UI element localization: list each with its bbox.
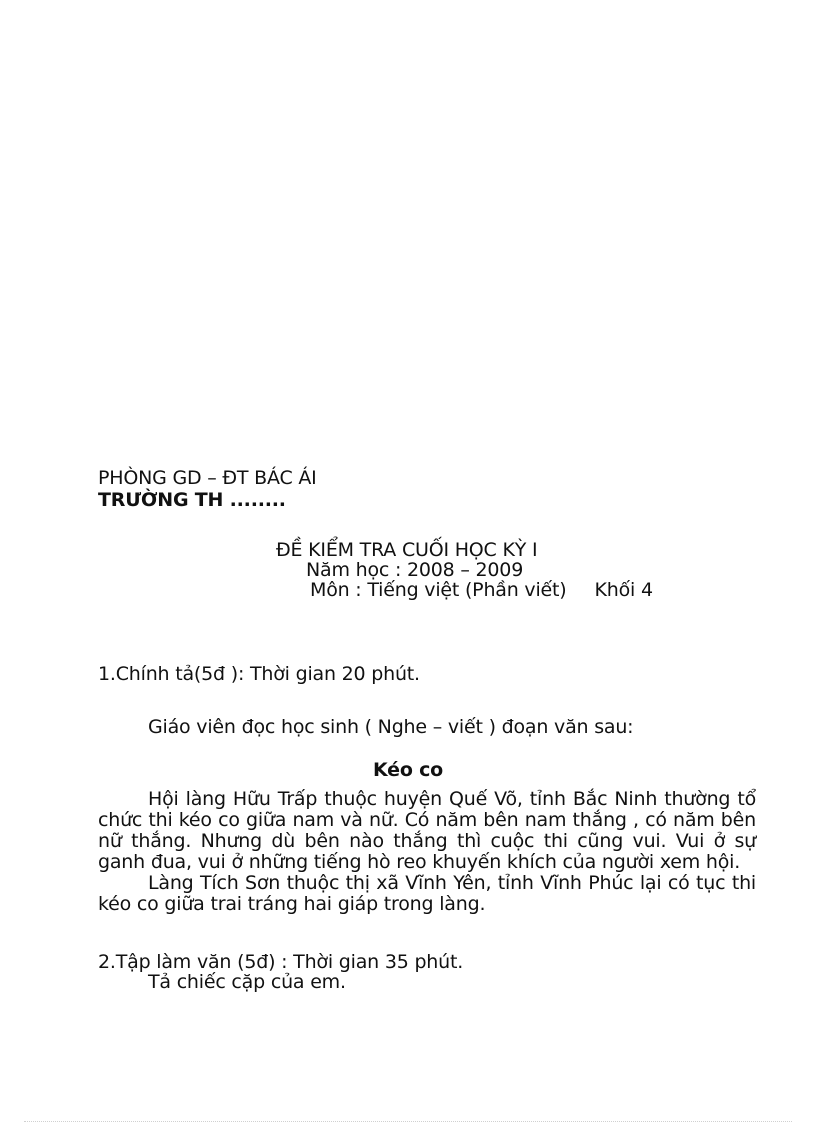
section2-heading: 2.Tập làm văn (5đ) : Thời gian 35 phút. xyxy=(98,951,464,973)
exam-subject: Môn : Tiếng việt (Phần viết) xyxy=(310,579,567,601)
passage-title: Kéo co xyxy=(372,759,444,781)
passage-body xyxy=(98,789,756,915)
essay-prompt: Tả chiếc cặp của em. xyxy=(148,971,346,993)
school-year: Năm học : 2008 – 2009 xyxy=(306,559,524,581)
department-name: PHÒNG GD – ĐT BÁC ÁI xyxy=(98,467,317,489)
dictation-instruction: Giáo viên đọc học sinh ( Nghe – viết ) đoạn văn sau: xyxy=(148,716,634,738)
page-bottom-divider xyxy=(24,1121,792,1122)
school-name: TRƯỜNG TH ........ xyxy=(98,489,286,511)
exam-title: ĐỀ KIỂM TRA CUỐI HỌC KỲ I xyxy=(276,539,538,561)
section1-heading: 1.Chính tả(5đ ): Thời gian 20 phút. xyxy=(98,663,420,685)
exam-subject-line xyxy=(310,580,653,600)
exam-grade: Khối 4 xyxy=(594,579,653,601)
passage-paragraph: Hội làng Hữu Trấp thuộc huyện Quế Võ, tỉnh Bắc Ninh thường tổ chức thi kéo co giữa nam và nữ. Có năm bên nam thắng , có năm bên nữ thắng. Nhưng dù bên nào thắng thì cuộc thi cũng vui. Vui ở sự ganh đua, vui ở những tiếng hò reo khuyến khích của người xem hội. xyxy=(98,788,756,873)
passage-paragraph: Làng Tích Sơn thuộc thị xã Vĩnh Yên, tỉnh Vĩnh Phúc lại có tục thi kéo co giữa trai tráng hai giáp trong làng. xyxy=(98,872,756,915)
